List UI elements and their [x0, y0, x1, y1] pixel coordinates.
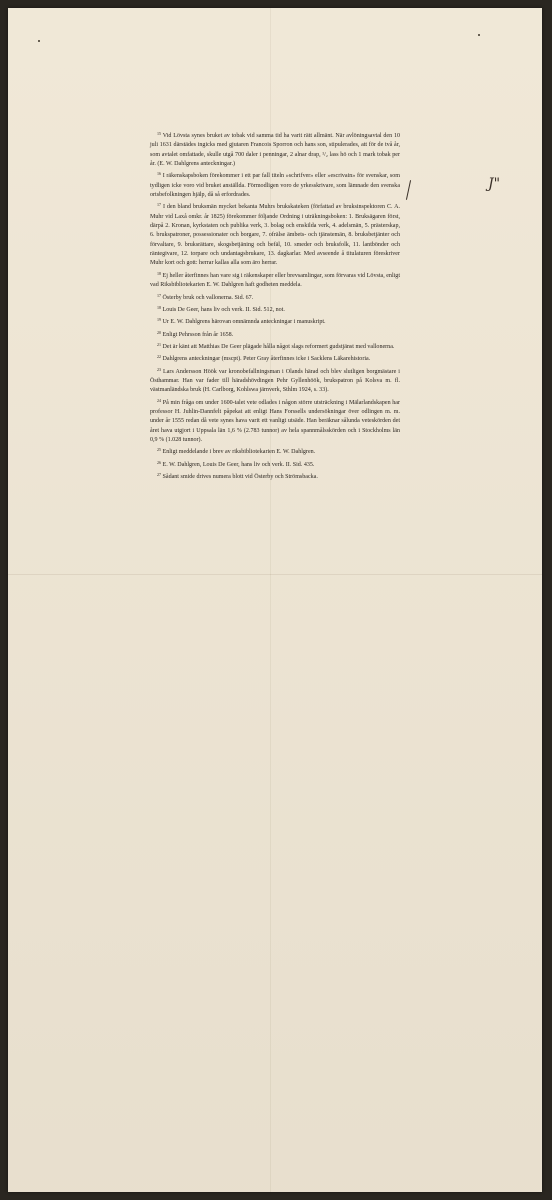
document-page [8, 8, 542, 1192]
footnote [150, 129, 400, 169]
footnote-number: 25 [157, 447, 161, 453]
footnote-text: I den bland bruksmän mycket bekanta Muhrs brukskateken (författad av bruksinspektoren C. A. Muhr vid Laxå omkr. år 1825) förekommer följande Ordning i uträkningsboken: 1. Bruksägaren först, därpå 2. Kronan, kyrkstaten och publika verk, 3. bolag och enskilda verk, 4. adelsmän, 5. prästerskap, 6. brukspatroner, possessionater och borgare, 7. ofrälse ämbets- och tjänstemän, 8. bruksbetjänter och förvaltare, 9. bruksrättare, skogsbetjäning och befäl, 10. smeder och bruksfolk, 11. lantbönder och räntegivare, 12. torpare och undantagsbrukare, 13. dagkarlar. Med avseende å titulaturen föreskriver Muhr kort och gott: herrar kallas alla som äro herrar. [150, 204, 401, 267]
footnote-number: 27 [157, 472, 161, 477]
footnote-text: Louis De Geer, hans liv och verk. II. Sid. 512, not. [162, 306, 285, 313]
footnote-text: Sådant smide drives numera blott vid Österby och Strömsbacka. [162, 474, 318, 480]
paper-fold-line [8, 574, 542, 575]
footnote-text: Det är känt att Matthias De Geer plägade hålla något slags reformert gudstjänst med vallonerna. [162, 343, 395, 350]
footnote-number: 17 [157, 292, 161, 298]
footnote-number: 17 [157, 202, 161, 208]
footnote-text: Ej heller återfinnes han vare sig i räkenskaper eller brevsamlingar, som förvaras vid Lövsta, enligt vad Riksbibliotekarien E. W. Dahlgren haft godheten meddela. [150, 272, 401, 289]
footnote [150, 470, 400, 482]
footnote [150, 458, 400, 470]
footnote-number: 20 [157, 329, 161, 335]
paper-speck [478, 34, 480, 36]
footnote-text: Dahlgrens anteckningar (mscpt). Peter Gray återfinnes icke i Sacklens Läkarehistoria. [162, 356, 371, 363]
footnote [150, 365, 400, 396]
footnote-number: 15 [157, 131, 161, 136]
footnote [150, 445, 400, 457]
paper-speck [38, 40, 40, 42]
footnotes-block [150, 129, 400, 482]
footnote-text: Lars Andersson Höök var kronobefallningsman i Olands härad och blev slutligen borgmästare i Östhammar. Han var fader till häradshövdingen Pehr Gyllenhöök, brukspatron på Kolsva m. fl. västmanländska bruk (H. Carlborg, Kohlswa järnverk, Sthlm 1924, s. 33). [150, 368, 400, 394]
footnote [150, 340, 400, 352]
footnote-text: På min fråga om under 1600-talet vete odlades i någon större utsträckning i Mälarlandskapen har professor H. Juhlin-Dannfelt påpekat att enligt Hans Forssells undersökningar över odlingen m. m. under år 1555 redan då vete synes hava varit ett vanligt utsäde. Han beräknar sålunda veteskörden det året hava utgjort i Uppsala län 1,6 % (2.783 tunnor) av hela spannmålsskörden och i Stockholms län 0,9 % (1.028 tunnor). [150, 399, 401, 443]
footnote [150, 396, 400, 446]
footnote-number: 23 [157, 366, 161, 372]
footnote-text: Ur E. W. Dahlgrens härovan omnämnda anteckningar i manuskript. [162, 319, 326, 326]
footnote-number: 19 [157, 317, 161, 323]
footnote-number: 21 [157, 341, 161, 347]
footnote [150, 315, 400, 327]
footnote-number: 18 [157, 270, 161, 276]
footnote-number: 18 [157, 304, 161, 310]
footnote-number: 16 [157, 171, 161, 177]
footnote [150, 328, 400, 340]
footnote [150, 303, 400, 315]
footnote-text: Enligt meddelande i brev av riksbibliotekarien E. W. Dahlgren. [162, 449, 316, 456]
footnote-text: Österby bruk och vallonerna. Sid. 67. [162, 294, 254, 301]
footnote-text: Vid Lövsta synes bruket av tobak vid samma tid ha varit rätt allmänt. När avlöningsavtal den 10 juli 1631 därstädes ingicks med gjutaren Francois Sporron och hans son, stipulerades, att för de två år, som avtalet omfattade, skulle utgå 700 daler i penningar, 2 alnar drap, ¹/₂ lass hö och 1 mark tobak per år. (E. W. Dahlgrens anteckningar.) [150, 133, 400, 168]
footnote-number: 26 [157, 459, 161, 465]
footnote [150, 269, 400, 291]
handwritten-margin-mark: J" [488, 176, 501, 192]
footnote-text: I räkenskapsboken förekommer i ett par fall titeln »schrifver» eller »escrivain» för svenskar, som tydligen icke voro vid bruket anställda. Förmodligen voro de yrkesskrivare, som lämnade den svenska ortsbefolkningen hjälp, då så erfordrades. [150, 173, 400, 199]
footnote [150, 169, 400, 200]
footnote-text: E. W. Dahlgren, Louis De Geer, hans liv och verk. II. Sid. 435. [162, 461, 315, 468]
footnote [150, 352, 400, 364]
footnote-number: 22 [157, 354, 161, 360]
footnote-number: 24 [157, 397, 161, 403]
footnote-text: Enligt Pehrsson från år 1658. [162, 331, 234, 338]
footnote [150, 200, 400, 268]
handwritten-edit-mark [406, 180, 411, 200]
footnote [150, 291, 400, 303]
